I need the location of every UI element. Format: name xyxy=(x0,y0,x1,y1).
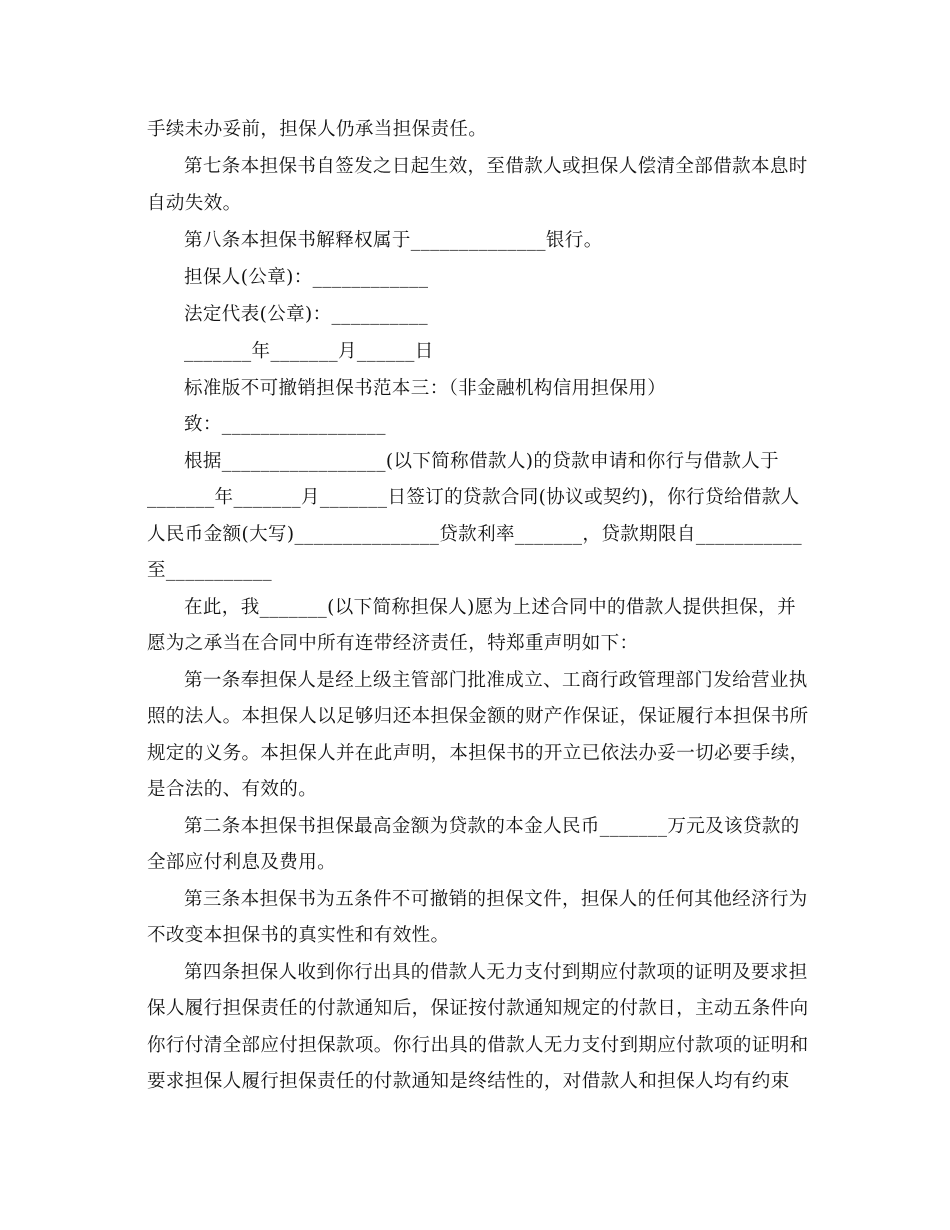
text-line: 第一条奉担保人是经上级主管部门批准成立、工商行政管理部门发给营业执 xyxy=(184,670,808,691)
text-line: 自动失效。 xyxy=(147,193,242,214)
text-line: 第三条本担保书为五条件不可撤销的担保文件，担保人的任何其他经济行为 xyxy=(184,889,808,910)
text-line: _______年_______月_______日签订的贷款合同(协议或契约)，你行贷给借款人 xyxy=(147,487,800,508)
text-line: 是合法的、有效的。 xyxy=(147,779,318,800)
text-line: 要求担保人履行担保责任的付款通知是终结性的，对借款人和担保人均有约束 xyxy=(147,1071,790,1092)
text-line: 第二条本担保书担保最高金额为贷款的本金人民币_______万元及该贷款的 xyxy=(184,816,800,837)
text-line: 根据_________________(以下简称借款人)的贷款申请和你行与借款人于 xyxy=(184,451,780,472)
text-line: 人民币金额(大写)_______________贷款利率_______，贷款期限自___________ xyxy=(147,524,802,545)
text-line: 致：_________________ xyxy=(184,414,386,435)
text-line: 法定代表(公章)：__________ xyxy=(184,304,429,325)
text-line: 标准版不可撤销担保书范本三：（非金融机构信用担保用） xyxy=(184,378,667,399)
text-line: 第八条本担保书解释权属于______________银行。 xyxy=(184,230,603,251)
text-line: 在此，我_______(以下简称担保人)愿为上述合同中的借款人提供担保，并 xyxy=(184,597,796,618)
text-line: 照的法人。本担保人以足够归还本担保金额的财产作保证，保证履行本担保书所 xyxy=(147,706,809,727)
text-line: 第四条担保人收到你行出具的借款人无力支付到期应付款项的证明及要求担 xyxy=(184,962,808,983)
text-line: 第七条本担保书自签发之日起生效，至借款人或担保人偿清全部借款本息时 xyxy=(184,156,808,177)
text-line: 担保人(公章)：____________ xyxy=(184,267,429,288)
text-line: _______年_______月______日 xyxy=(184,341,434,362)
text-line: 至___________ xyxy=(147,560,273,581)
text-line: 你行付清全部应付担保款项。你行出具的借款人无力支付到期应付款项的证明和 xyxy=(147,1035,809,1056)
text-line: 手续未办妥前，担保人仍承当担保责任。 xyxy=(147,119,488,140)
text-line: 愿为之承当在合同中所有连带经济责任，特郑重声明如下： xyxy=(147,633,639,654)
text-line: 全部应付利息及费用。 xyxy=(147,852,337,873)
text-line: 不改变本担保书的真实性和有效性。 xyxy=(147,925,450,946)
text-line: 保人履行担保责任的付款通知后，保证按付款通知规定的付款日，主动五条件向 xyxy=(147,998,809,1019)
text-line: 规定的义务。本担保人并在此声明，本担保书的开立已依法办妥一切必要手续， xyxy=(147,743,809,764)
